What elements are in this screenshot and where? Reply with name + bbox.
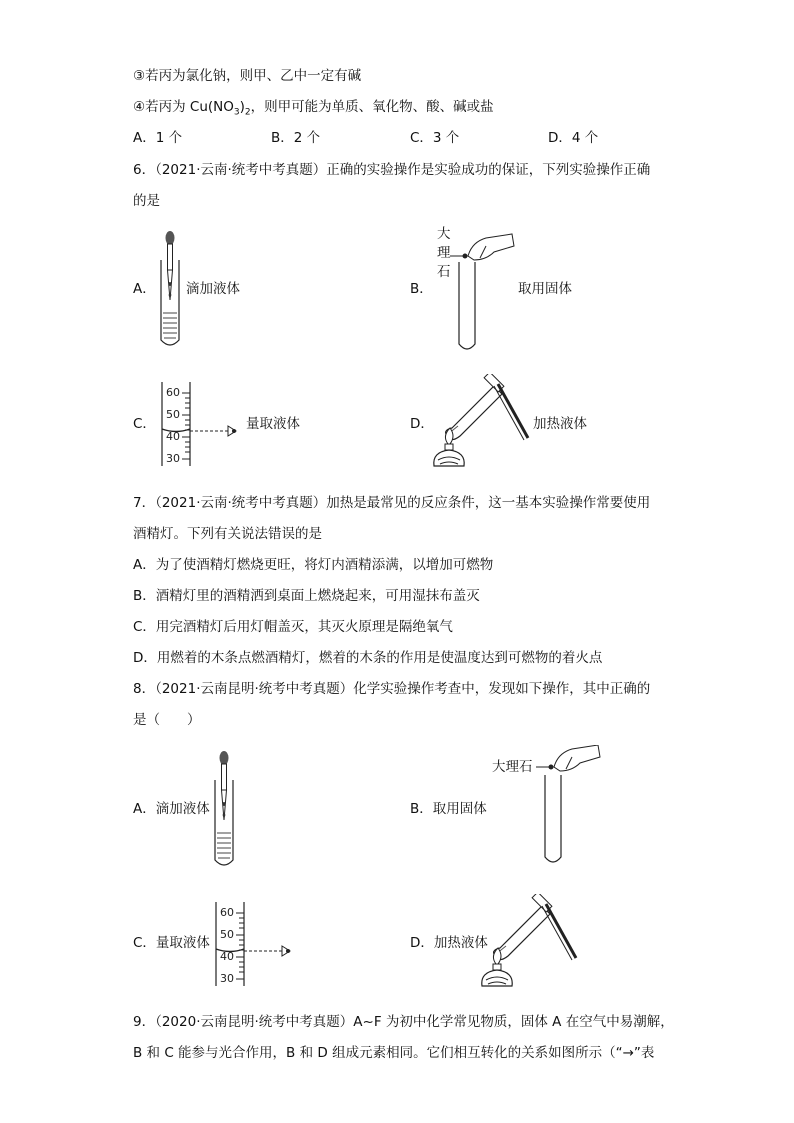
marble-into-upright-tube-figure [450, 232, 520, 354]
q9-stem-line1: 9．（2020·云南昆明·统考中考真题）A~F 为初中化学常见物质，固体 A 在空气中易潮解， [133, 1014, 674, 1030]
q8-option-d: D．加热液体 [410, 935, 488, 951]
q9-stem-line2: B 和 C 能参与光合作用，B 和 D 组成元素相同。它们相互转化的关系如图所示（“→”表 [133, 1045, 655, 1061]
marble-label: 大理石 [492, 759, 533, 775]
q6-option-b-label: 取用固体 [518, 281, 572, 297]
q6-option-a-label: 滴加液体 [186, 281, 240, 297]
heating-test-tube-figure [428, 374, 536, 472]
graduated-cylinder-reading-figure-2 [212, 902, 302, 988]
q7-option-a: A．为了使酒精灯燃烧更旺，将灯内酒精添满，以增加可燃物 [133, 557, 494, 573]
q6-stem-line2: 的是 [133, 193, 160, 209]
dropper-into-tube-figure-2 [210, 748, 246, 872]
q6-stem-line1: 6．（2021·云南·统考中考真题）正确的实验操作是实验成功的保证，下列实验操作正确 [133, 162, 651, 178]
scale-label-50: 50 [220, 928, 234, 941]
q6-option-a-letter: A． [133, 281, 156, 297]
scale-label-30: 30 [220, 972, 234, 985]
q7-option-d: D．用燃着的木条点燃酒精灯，燃着的木条的作用是使温度达到可燃物的着火点 [133, 650, 603, 666]
scale-label-30: 30 [166, 452, 180, 465]
q7-option-c: C．用完酒精灯后用灯帽盖灭，其灭火原理是隔绝氧气 [133, 619, 453, 635]
q6-option-b-letter: B． [410, 281, 433, 297]
heating-test-tube-figure-2 [476, 894, 584, 992]
q5-statement-3: ③若丙为氯化钠，则甲、乙中一定有碱 [133, 68, 362, 84]
q5-option-a: A．1 个 [133, 130, 183, 146]
marble-into-upright-tube-figure-2 [536, 745, 606, 867]
marble-label-3: 石 [437, 264, 451, 280]
q7-stem-line1: 7．（2021·云南·统考中考真题）加热是最常见的反应条件，这一基本实验操作常要使用 [133, 495, 651, 511]
q5-option-b: B．2 个 [271, 130, 321, 146]
q5-option-d: D．4 个 [548, 130, 599, 146]
q8-option-a: A．滴加液体 [133, 801, 210, 817]
graduated-cylinder-reading-figure [158, 382, 248, 468]
q5-option-c: C．3 个 [410, 130, 460, 146]
scale-label-60: 60 [166, 386, 180, 399]
q8-option-b: B．取用固体 [410, 801, 487, 817]
q6-option-d-label: 加热液体 [533, 416, 587, 432]
q8-stem-line1: 8．（2021·云南昆明·统考中考真题）化学实验操作考查中，发现如下操作，其中正确的 [133, 681, 651, 697]
q6-option-c-letter: C． [133, 416, 156, 432]
q6-option-d-letter: D． [410, 416, 434, 432]
q5-statement-4: ④若丙为 $Cu(NO_3)_2$，则甲可能为单质、氧化物、酸、碱或盐 [133, 99, 494, 118]
q6-option-c-label: 量取液体 [246, 416, 300, 432]
scale-label-40: 40 [220, 950, 234, 963]
q8-stem-line2: 是（ ） [133, 712, 201, 728]
scale-label-50: 50 [166, 408, 180, 421]
scale-label-40: 40 [166, 430, 180, 443]
marble-label-1: 大 [437, 226, 451, 242]
q7-stem-line2: 酒精灯。下列有关说法错误的是 [133, 526, 322, 542]
scale-label-60: 60 [220, 906, 234, 919]
marble-label-2: 理 [437, 245, 451, 261]
q8-option-c: C．量取液体 [133, 935, 210, 951]
q7-option-b: B．酒精灯里的酒精洒到桌面上燃烧起来，可用湿抹布盖灭 [133, 588, 480, 604]
